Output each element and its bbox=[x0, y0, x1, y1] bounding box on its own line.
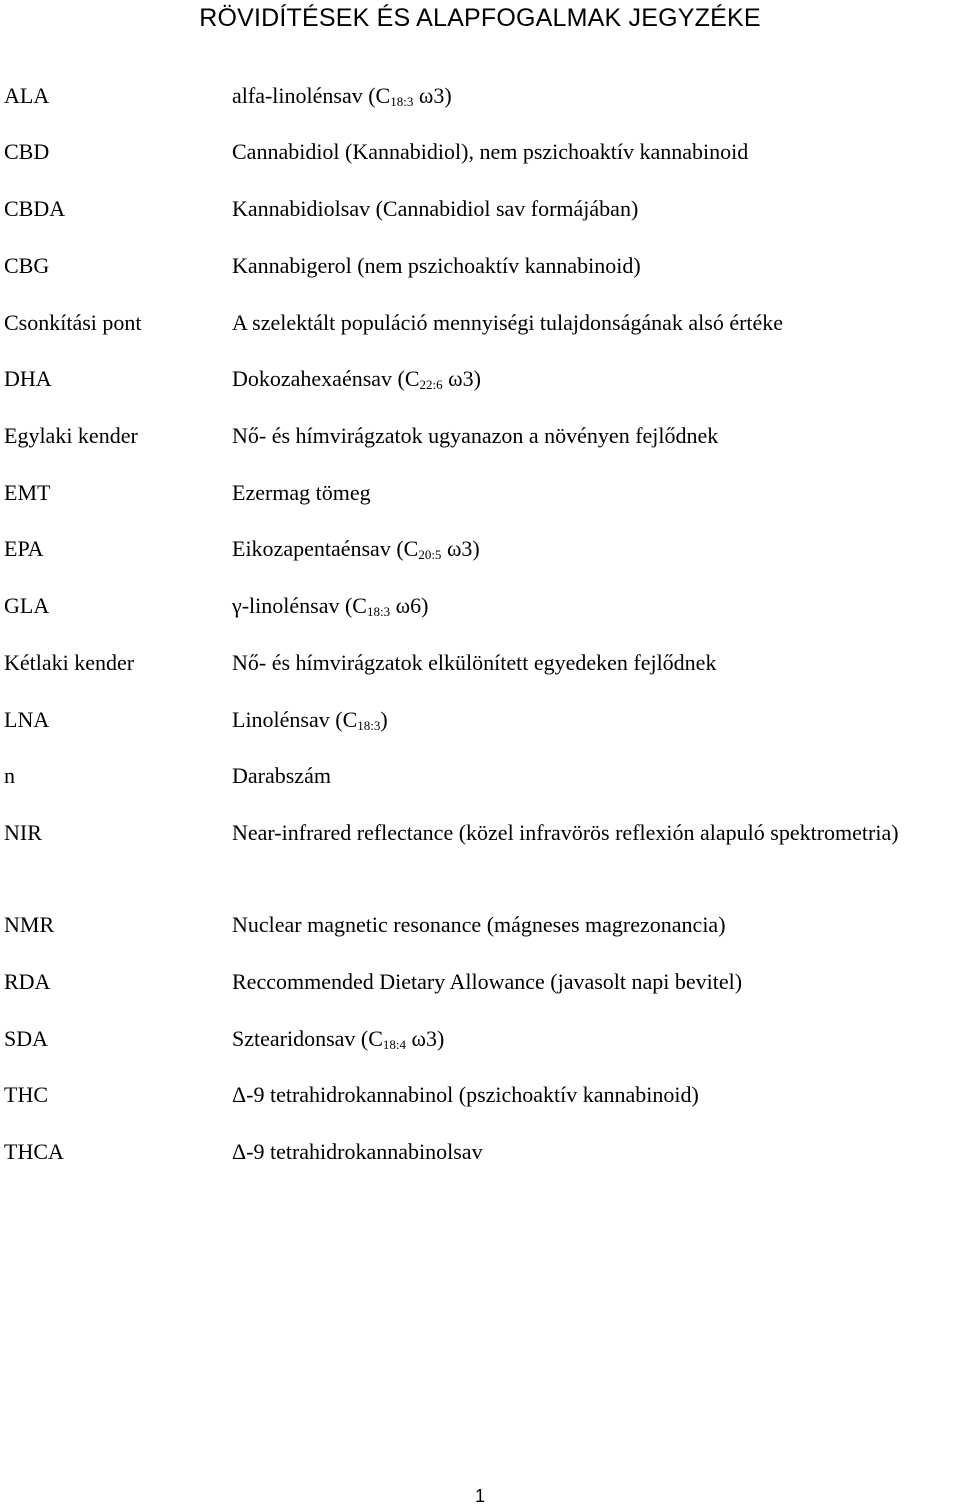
definition: Δ-9 tetrahidrokannabinolsav bbox=[232, 1139, 483, 1164]
definition: Eikozapentaénsav ($C_{20:5}$ ω3) bbox=[232, 536, 480, 562]
term: LNA bbox=[4, 707, 50, 732]
definition: Dokozahexaénsav ($C_{22:6}$ ω3) bbox=[232, 366, 481, 392]
term: EMT bbox=[4, 480, 51, 505]
definition: Cannabidiol (Kannabidiol), nem pszichoaktív kannabinoid bbox=[232, 139, 749, 164]
term: NMR bbox=[4, 912, 55, 937]
term: Egylaki kender bbox=[4, 423, 138, 448]
term: EPA bbox=[4, 536, 44, 561]
term: CBG bbox=[4, 253, 50, 278]
definition: Near-infrared reflectance (közel infravörös reflexión alapuló spektrometria) bbox=[232, 820, 899, 845]
term: CBD bbox=[4, 139, 50, 164]
definition: Kannabidiolsav (Cannabidiol sav formájában) bbox=[232, 196, 639, 221]
term: SDA bbox=[4, 1026, 49, 1051]
definition: Sztearidonsav ($C_{18:4}$ ω3) bbox=[232, 1026, 445, 1052]
page-number: 1 bbox=[474, 1486, 485, 1506]
definition: alfa-linolénsav ($C_{18:3}$ ω3) bbox=[232, 83, 452, 109]
definition: Nő- és hímvirágzatok ugyanazon a növényen fejlődnek bbox=[232, 423, 719, 448]
definition: Nő- és hímvirágzatok elkülönített egyedeken fejlődnek bbox=[232, 650, 717, 675]
term: DHA bbox=[4, 366, 52, 391]
definition: A szelektált populáció mennyiségi tulajdonságának alsó értéke bbox=[232, 310, 784, 335]
definition: Ezermag tömeg bbox=[232, 480, 371, 505]
term: n bbox=[4, 763, 15, 788]
definition: Darabszám bbox=[232, 763, 331, 788]
definition: Linolénsav $(C_{18:3})$ bbox=[232, 707, 388, 733]
term: ALA bbox=[4, 83, 50, 108]
definition: Kannabigerol (nem pszichoaktív kannabinoid) bbox=[232, 253, 641, 278]
term: CBDA bbox=[4, 196, 66, 221]
term: THC bbox=[4, 1082, 48, 1107]
term: Csonkítási pont bbox=[4, 310, 142, 335]
definition: Nuclear magnetic resonance (mágneses magrezonancia) bbox=[232, 912, 726, 937]
term: Kétlaki kender bbox=[4, 650, 135, 675]
term: NIR bbox=[4, 820, 42, 845]
definition: γ-linolénsav ($C_{18:3}$ ω6) bbox=[232, 593, 429, 619]
definition: Reccommended Dietary Allowance (javasolt napi bevitel) bbox=[232, 969, 743, 994]
term: RDA bbox=[4, 969, 51, 994]
definition: Δ-9 tetrahidrokannabinol (pszichoaktív kannabinoid) bbox=[232, 1082, 699, 1107]
term: THCA bbox=[4, 1139, 64, 1164]
term: GLA bbox=[4, 593, 50, 618]
page-title: RÖVIDÍTÉSEK ÉS ALAPFOGALMAK JEGYZÉKE bbox=[199, 4, 761, 32]
